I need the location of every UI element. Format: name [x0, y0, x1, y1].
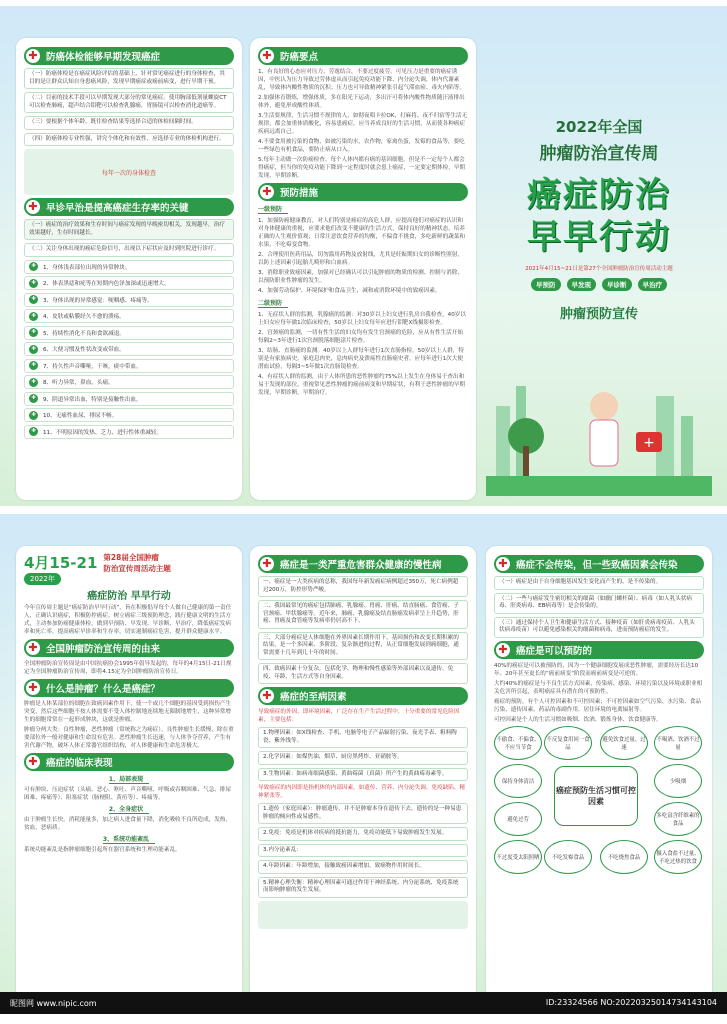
red-cross-icon: ✚	[260, 557, 274, 571]
section-header: ✚ 防癌要点	[258, 47, 468, 65]
section-header: ✚ 预防措施	[258, 183, 468, 201]
paragraph: 4.不要食用被污染的食物，如被污染的水，农作物，家禽鱼蛋，发霉的食品等，要吃一些绿色有机食品，要防止病从口入。	[258, 139, 465, 153]
text-box: （二）关注身体出现的癌症危险信号，出现以下症状应及时到医院进行诊疗。	[24, 243, 234, 257]
panel-contagion-prevention	[486, 546, 712, 1008]
paragraph: 5.每年主动做一次防癌检查。每个人体内都有癌的基因细胞，但是不一定每个人都会得癌症，但当你的免疫功能下降到一定程度时就会患上癌症，一定要定期体检，早期发现，早期诊断。	[258, 157, 465, 179]
habit-bubble: 保持身体清洁	[494, 764, 542, 798]
section-header: ✚ 癌症的临床表现	[24, 753, 234, 771]
panel-what-is-cancer	[16, 546, 242, 1008]
warning-sign-item	[24, 342, 234, 356]
red-cross-icon: ✚	[29, 262, 38, 271]
people-illustration	[258, 901, 468, 929]
habit-bubble: 不吃烧焦食品	[600, 840, 648, 874]
habit-bubble: 不喝酒、饮酒不过量	[654, 726, 702, 760]
theme-slogan: 癌症防治 早早行动	[87, 591, 171, 602]
red-cross-icon: ✚	[29, 378, 38, 387]
text-box: （一）癌症的治疗效果和生存时间与癌症发现的早晚密切相关，发现越早，治疗效果越好，生存时间越长。	[24, 219, 234, 240]
warning-sign-text: 8、听力异常，鼻血，头痛。	[43, 380, 114, 386]
red-cross-icon: ✚	[260, 689, 274, 703]
warning-sign-text: 5、持续性消化不良和食欲减退。	[43, 330, 125, 337]
text-box: （三）要根据个体年龄、既往检查结果等选择合适的体检间隔时间。	[24, 116, 234, 130]
red-cross-icon: ✚	[29, 279, 38, 288]
subheading: 3、系统功能紊乱	[103, 834, 155, 844]
habit-bubble: 不反复食用同一食品	[544, 726, 592, 760]
warning-sign-text: 7、持久性声音嘶哑，干咳，痰中带血。	[43, 363, 142, 370]
city-nurse-illustration	[486, 366, 712, 496]
habit-bubble: 避免饮食过量、过速	[600, 726, 648, 760]
habit-bubble: 多吃富含纤维素的食品	[654, 802, 702, 836]
svg-text:+: +	[643, 435, 655, 451]
paragraph: 导致癌症的内因即是指机体的内部因素，如遗传、营养、内分泌失调、免疫缺陷、精神紧张等。	[258, 785, 465, 799]
text-box: 2.化学因素：如煤焦油、烟草、厨房黑烤炸、亚硝胺等。	[258, 751, 468, 765]
paragraph: 可有肿块、压迫症状（头痛、恶心、呕吐、声音嘶哑、呼吸或吞咽困难、气急、排尿困难、疼痛等）、阻塞症状（肠梗阻、黄疸等）、疼痛等。	[24, 787, 231, 801]
habit-bubble: 不偷食、不偏食、不应当节食	[494, 726, 542, 760]
brochure-inner-side	[0, 514, 727, 1014]
warning-sign-item	[24, 326, 234, 340]
paragraph: 40%的癌症是可以被预防的，因为一个健康细胞发展成恶性肿瘤，需要经历长达10年、20年甚至更长的“癌前病变”阶段而癌前病变是可逆的。	[494, 662, 699, 677]
text-box: 一、癌症是一大类疾病的总称，我国每年新发癌症病例超过350万，死亡病例超过200万，防控形势严峻。	[258, 576, 468, 597]
habit-bubble: 避免过劳	[494, 802, 542, 836]
text-box: （一）癌症是由于自身细胞基因发生变化而产生的，是不传染的。	[494, 576, 704, 590]
text-box: （四）防癌体检专业性强，讲究个体化和有效性，应选择专业的体检机构进行。	[24, 133, 234, 147]
red-cross-icon: ✚	[496, 557, 510, 571]
watermark-id: ID:23324566 NO:20220325014734143104	[545, 998, 717, 1007]
section-header: ✚ 防癌体检能够早期发现癌症	[24, 47, 234, 65]
red-cross-icon: ✚	[496, 643, 510, 657]
red-cross-icon: ✚	[260, 185, 274, 199]
red-cross-icon: ✚	[29, 427, 38, 436]
section-header: ✚ 什么是肿瘤？什么是癌症？	[24, 679, 234, 697]
cover-slogan-2: 早早行动	[527, 217, 671, 257]
warning-sign-item	[24, 260, 234, 274]
panel-prevention-points	[250, 38, 476, 500]
section-header: ✚ 癌症是一类严重危害群众健康的慢性病	[258, 555, 468, 573]
habit-bubble: 少吸烟	[654, 764, 702, 798]
paragraph: 肿瘤分两大类：良性肿瘤，恶性肿瘤（常统称之为癌症）。良性肿瘤生长缓慢，除在重要部位外一般对健康和生命没有危害。恶性肿瘤生长迅速，与人体争夺营养，产生有害代谢产物，破坏人体正常器官组织结构，对人体健康和生命危害极大。	[24, 727, 234, 749]
red-cross-icon: ✚	[29, 361, 38, 370]
paragraph: 全国肿瘤防治宣传周是由中国抗癌协会1995年倡导发起的，每年的4月15日-21日规定为全国肿瘤防治宣传周，即将4.15定为全国肿瘤防治宣传日。	[24, 661, 232, 675]
paragraph: 肿瘤是人体某部位的细胞在致癌因素作用下，使一个或几个细胞的基因受到损伤产生突变，然后这些细胞不按人体需要不受人体控制地连续地无限制地增生，这种异常增生的细胞常常在一起形成肿块，这就是肿瘤。	[24, 701, 231, 723]
text-box: 1.物理因素：如X线检查、手机、电脑等电子产品辐射污染、夜光手表、粗料陶瓷、紫外线等。	[258, 727, 468, 748]
warning-sign-text: 4、皮肤或粘膜经久不愈的溃疡。	[43, 314, 125, 320]
red-cross-icon: ✚	[29, 328, 38, 337]
cover-date-line: 2021年4月15~21日是第27个全国肿瘤防治宣传周活动主题	[525, 266, 673, 272]
tag: 早预防	[531, 278, 561, 291]
habit-bubble: 摄入食盐不过量、不吃过热的饮食	[654, 840, 702, 874]
habits-diagram	[494, 726, 704, 876]
theme-block	[24, 552, 234, 585]
paragraph: 癌症的预防，有个人可控因素和不可控因素；不可控因素如空气污染、水污染、食品污染、遗传因素、药品的毒副作用、居住环境的电离辐射等。	[494, 698, 701, 713]
week-dates: 4月15-21	[24, 554, 98, 572]
paragraph: 大约40%的癌症是与不良生活方式因素、传染病、感染、环境污染以及环境或职业相关危害所引起，表明癌症具有潜在的可预防性。	[494, 680, 703, 695]
warning-sign-item	[24, 276, 234, 290]
warning-sign-item	[24, 359, 234, 373]
red-cross-icon: ✚	[29, 312, 38, 321]
paragraph: 1、加强防癌健康教育，对人们特别是癌症的高危人群，应提高他们对癌症的认识和对身体健康的重视，应要求他们改变不健康的生活方式，保持良好的精神状态，培养正确的人生观价值观；日常注意饮食营养的均衡，不偏食不挑食，多吃新鲜的蔬菜和水果，不吃霉变食物。	[258, 218, 465, 248]
habit-bubble: 不吃发霉食品	[544, 840, 592, 874]
cover-year-title: 2022年全国	[555, 118, 643, 136]
warning-sign-text: 2、体表黑痣和疣等在短期内色泽加深或迅速增大。	[43, 281, 170, 287]
warning-sign-text: 9、阴道异常出血，特别是接触性出血。	[43, 396, 142, 403]
cover-subtitle: 肿瘤防治宣传周	[539, 144, 659, 164]
cover-bottom-slogan: 肿瘤预防宣传	[559, 307, 638, 322]
panel-screening	[16, 38, 242, 500]
section-header: ✚ 癌症是可以预防的	[494, 641, 704, 659]
warning-sign-item	[24, 309, 234, 323]
tag: 早治疗	[638, 278, 668, 291]
paragraph: 4、加强劳动保护、环境保护和食品卫生，减和或消除环境中的致癌因素。	[258, 288, 441, 294]
cover-tags	[486, 278, 712, 291]
paragraph: 今年宣传周主题是“癌症防治早早行动”，旨在积极倡导每个人做自己健康的第一责任人，正确认识癌症，积极防控癌症。树立癌症三级预防理念，践行健康文明的生活方式，主动参加防癌健康体检，做到早预防、早发现、早诊断、早治疗，降低癌症发病率和死亡率，提高癌症早诊率和生存率，切实遏制癌症危害，提升群众健康水平。	[24, 605, 232, 635]
warning-sign-text: 10、无痛性血尿，排尿不畅。	[43, 413, 118, 419]
red-cross-icon: ✚	[26, 755, 40, 769]
text-box: 2.免疫：免疫是机体对疾病的抵抗能力，免疫功能低下易致肿瘤发生发展。	[258, 827, 468, 841]
brochure-outer-side	[0, 6, 727, 506]
subheading: 2、全身症状	[109, 804, 149, 814]
text-box: 四、致癌因素十分复杂，包括化学、物理和慢性感染等外部因素以及遗传、免疫、年龄、生活方式等自身因素。	[258, 663, 468, 684]
section-header: ✚ 癌症的至病因素	[258, 687, 468, 705]
text-box: （二）目前的技术手段可以早期发现大部分的常见癌症。使用胸部低剂量螺旋CT可以检查肺癌，超声结合钼靶可以检查乳腺癌，胃肠镜可以检查消化道癌等。	[24, 92, 234, 113]
theme-line: 防治宣传周活动主题	[103, 564, 171, 573]
paragraph: 1、有良好的心态应对压力，劳逸结合，不要过度疲劳。可见压力是重要的癌症诱因，中医认为压力导致过劳体虚从而引起免疫功能下降、内分泌失调，体内代谢紊乱，导致体内酸性物质的沉积；压力也可导致精神紧张引起气滞血瘀、毒火内陷等。	[258, 69, 465, 91]
text-box: 3.生物因素：如病毒细菌感染、黄曲霉菌（真菌）所产生的黄曲霉毒素等。	[258, 768, 468, 782]
section-header: ✚ 全国肿瘤防治宣传周的由来	[24, 639, 234, 657]
subheading: 1、局部表现	[109, 774, 149, 784]
text-box: （三）通过保持个人卫生和健康生活方式、接种疫苗（如肝炎病毒疫苗、人乳头状病毒疫苗）可以避免感染相关的细菌和病毒，进而预防癌症的发生。	[494, 617, 704, 638]
text-box: 3.内分泌紊乱：	[258, 844, 468, 858]
red-cross-icon: ✚	[26, 681, 40, 695]
tag: 早发现	[567, 278, 597, 291]
warning-signs-list	[24, 260, 234, 439]
cover-panel	[486, 116, 712, 322]
text-box: 三、大部分癌症是人体细胞在外界因素长期作用下，基因损伤和改变长期积累的结果，是一个多因素、多阶段、复杂渐进的过程，从正常细胞发展到癌细胞，通常需要十几年到几十年的时间。	[258, 632, 468, 661]
text-box: （一）防癌体检是在癌症风险评估的基础上，针对常见癌症进行的身体检查，其目的是让群众认知自身患癌风险，发现早期癌症或癌前病变，进行早期干预。	[24, 68, 234, 89]
text-box: 二、我国最常见的癌症包括肺癌、乳腺癌、胃癌、肝癌、结直肠癌、食管癌、子宫颈癌、甲状腺癌等。近年来，肺癌、乳腺癌及结直肠癌发病率呈上升趋势，肝癌、胃癌及食管癌等发病率仍居高不下。	[258, 600, 468, 629]
warning-sign-text: 6、大便习惯及性状改变或带血。	[43, 347, 125, 353]
subheading: 一级预防	[258, 204, 288, 214]
paragraph: 由于肿瘤生长快，消耗能量多，加之病人进食量下降，消化吸收不良所造成，发热，贫血，恶病质。	[24, 817, 231, 831]
watermark-footer	[0, 992, 727, 1014]
warning-sign-item	[24, 375, 234, 389]
warning-sign-text: 3、身体出现的异常感觉：哽咽感、疼痛等。	[43, 297, 153, 304]
warning-sign-item	[24, 425, 234, 439]
year-badge: 2022年	[24, 573, 61, 585]
paragraph: 4、有症状人群的监测，由于人体所患的恶性肿瘤约75%以上发生在身体易于查出和易于发现的部位，重视常见恶性肿瘤的癌前病变和早期症状，有利于恶性肿瘤的早期发现，早期诊断，早期治疗。	[258, 374, 465, 396]
theme-line: 第28届全国肿瘤	[103, 553, 159, 562]
paragraph: 2.加强体育锻炼，增强体质，多在阳光下运动，多出汗可将体内酸性物质随汗液排出体外，避免形成酸性体质。	[258, 95, 465, 109]
red-cross-icon: ✚	[29, 295, 38, 304]
cover-slogan-1: 癌症防治	[527, 175, 671, 215]
red-cross-icon: ✚	[29, 394, 38, 403]
panel-chronic-disease	[250, 546, 476, 1008]
red-cross-icon: ✚	[26, 200, 40, 214]
paragraph: 2、合理使用医药用品，切勿滥用药物及放射线，尤其是妊娠期妇女的诊断性照射，以防上述因素引起胎儿畸形和白血病。	[258, 252, 463, 266]
text-box: 1.遗传（家庭因素）：肿瘤遗传，并不是肿瘤本身在遗传下去，遗传的是一种易患肿瘤的倾向性或易感性。	[258, 803, 468, 824]
red-cross-icon: ✚	[29, 411, 38, 420]
paragraph: 3.生活要规律，生活习惯不规律的人，如彻夜唱卡拉OK、打麻将、夜不归宿等生活无规律，都会加重体质酸化，容易患癌症。应当养成良好的生活习惯，从而使各种癌症疾病远离自己。	[258, 113, 468, 135]
warning-sign-item	[24, 293, 234, 307]
watermark-left: 昵图网 www.nipic.com	[10, 999, 97, 1008]
paragraph: 3、结肠、直肠癌的监测。40岁以上人群每年进行1次直肠指检，50岁以上人群，特别是有家族病史，家庭息肉史，息肉病史及溃疡性直肠癌史者，应每年进行1次大便潜血试验，每隔3~5年做1次直肠镜检查。	[258, 348, 464, 370]
habit-bubble: 不过度受太阳照晒	[494, 840, 542, 874]
tag: 早诊断	[602, 278, 632, 291]
red-cross-icon: ✚	[26, 49, 40, 63]
text-box: （二）一些与癌症发生密切相关的细菌（如幽门螺杆菌）、病毒（如人乳头状病毒、肝炎病毒、EB病毒等）是会传染的。	[494, 593, 704, 614]
paragraph: 可控因素是个人的生活习惯如吸烟、饮酒、锻炼身体、饮食健康等。	[494, 716, 662, 723]
warning-sign-item	[24, 392, 234, 406]
paragraph: 系统功能紊乱是指肿瘤细胞引起所在器官系统和生理功能紊乱。	[24, 847, 181, 853]
text-box: 5.精神心理失衡：精神心理因素可通过作用于神经系统、内分泌系统、免疫系统而影响肿瘤的发生发展。	[258, 877, 468, 898]
section-header: ✚ 癌症不会传染，但一些致癌因素会传染	[494, 555, 704, 573]
red-cross-icon: ✚	[26, 641, 40, 655]
paragraph: 导致癌症的外因，即环境因素，广泛存在生产生活过程中，十分重要的常见危险因素，主要包括：	[258, 709, 460, 723]
red-cross-icon: ✚	[260, 49, 274, 63]
warning-sign-item	[24, 408, 234, 422]
red-cross-icon: ✚	[29, 345, 38, 354]
paragraph: 3、消除职业致癌因素，加强对已经确认可以引起肿瘤的物质的检测、控制与消除，以预防职业性肿瘤的发生。	[258, 270, 463, 284]
paragraph: 2、宫颈癌的监测，一切有性生活的妇女均有发生宫颈癌的危险，应从有性生活开始每隔2~3年进行1次宫颈脱落细胞涂片检查。	[258, 330, 463, 344]
paragraph: 1、无症状人群的监测，乳腺癌的监测：对30岁以上妇女进行乳房自我检查，40岁以上妇女应每年做1次临床检查，50岁以上妇女每年应进行钼靶X线摄影检查。	[258, 312, 466, 326]
section-header: ✚ 早诊早治是提高癌症生存率的关键	[24, 198, 234, 216]
warning-sign-text: 11、不明原因的发热、乏力、进行性体重减轻。	[43, 429, 162, 436]
subheading: 二级预防	[258, 298, 288, 308]
checkup-illustration: 每年一次的身体检查	[24, 149, 234, 195]
text-box: 4.年龄因素：年龄增加，接触致癌因素增加，致癌物作用时间长。	[258, 860, 468, 874]
habits-center: 癌症预防生活习惯可控因素	[554, 766, 638, 826]
warning-sign-text: 1、身体浅表部位出现的异常肿块。	[43, 264, 131, 271]
